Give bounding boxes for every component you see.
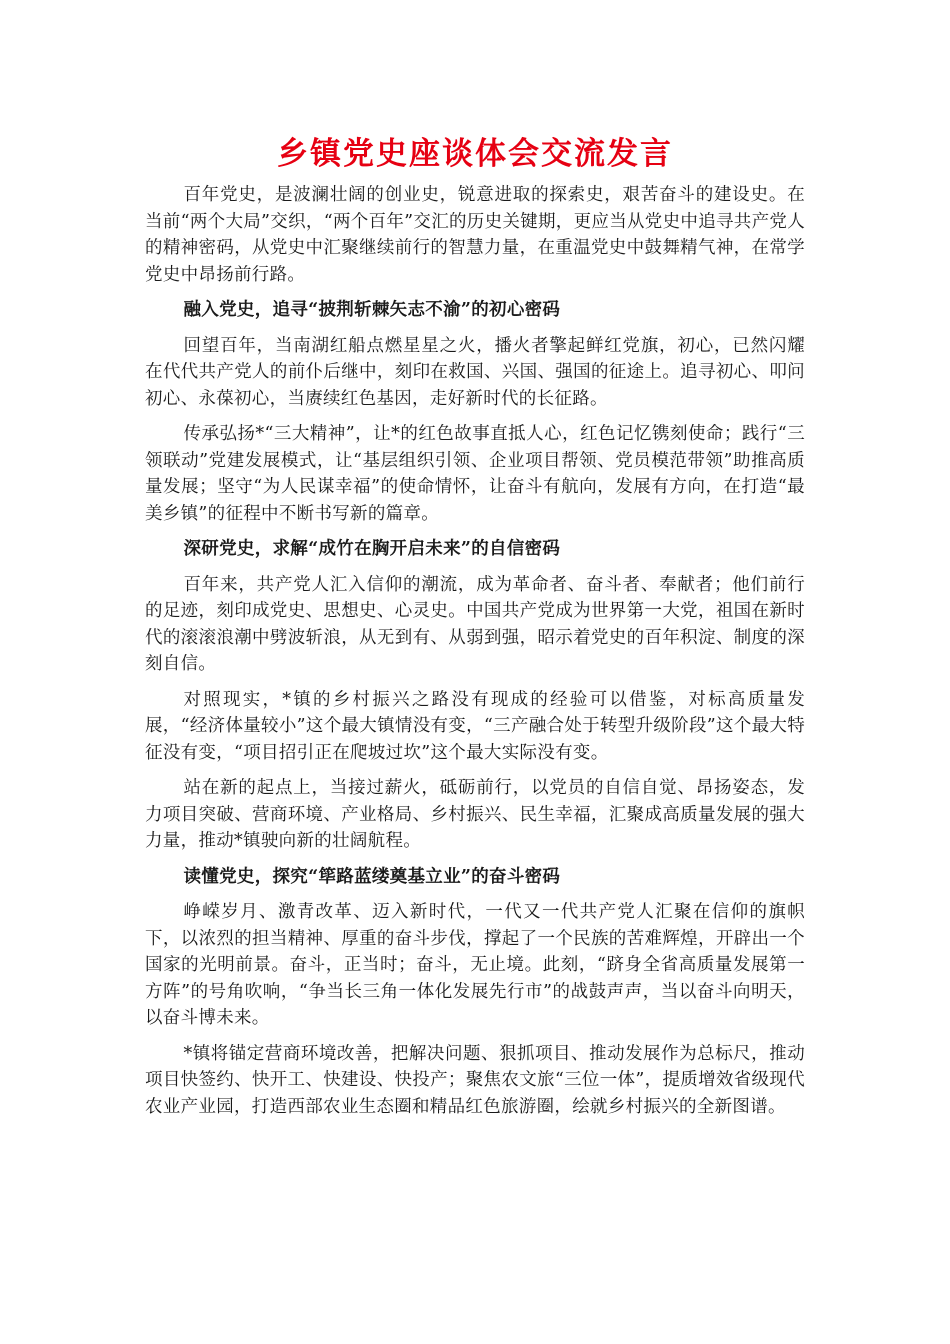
section-paragraph: 传承弘扬*“三大精神”，让*的红色故事直抵人心，红色记忆镌刻使命；践行“三领联动”党建发展模式，让“基层组织引领、企业项目帮领、党员模范带领”助推高质量发展；坚守“为人民谋幸福”的使命情怀，让奋斗有航向，发展有方向，在打造“最美乡镇”的征程中不断书写新的篇章。: [145, 424, 805, 524]
section-3: [145, 864, 805, 1121]
section-1: [145, 297, 805, 527]
section-heading: 读懂党史，探究“筚路蓝缕奠基立业”的奋斗密码: [183, 866, 561, 887]
section-2: [145, 536, 805, 855]
section-paragraph: 对照现实，*镇的乡村振兴之路没有现成的经验可以借鉴，对标高质量发展，“经济体量较小”这个最大镇情没有变，“三产融合处于转型升级阶段”这个最大特征没有变，“项目招引正在爬坡过坎”这个最大实际没有变。: [145, 689, 805, 763]
section-paragraph: 站在新的起点上，当接过薪火，砥砺前行，以党员的自信自觉、昂扬姿态，发力项目突破、营商环境、产业格局、乡村振兴、民生幸福，汇聚成高质量发展的强大力量，推动*镇驶向新的壮阔航程。: [145, 778, 805, 851]
document-page: [145, 132, 805, 1129]
section-heading: 融入党史，追寻“披荆斩棘矢志不渝”的初心密码: [183, 300, 561, 320]
section-paragraph: 峥嵘岁月、激青改革、迈入新时代，一代又一代共产党人汇聚在信仰的旗帜下，以浓烈的担当精神、厚重的奋斗步伐，撑起了一个民族的苦难辉煌，开辟出一个国家的光明前景。奋斗，正当时；奋斗，无止境。此刻，“跻身全省高质量发展第一方阵”的号角吹响，“争当长三角一体化发展先行市”的战鼓声声，当以奋斗向明天，以奋斗博未来。: [145, 902, 805, 1028]
document-title: 乡镇党史座谈体会交流发言: [277, 136, 673, 172]
section-heading: 深研党史，求解“成竹在胸开启未来”的自信密码: [183, 539, 561, 559]
section-paragraph: 百年来，共产党人汇入信仰的潮流，成为革命者、奋斗者、奉献者；他们前行的足迹，刻印成党史、思想史、心灵史。中国共产党成为世界第一大党，祖国在新时代的滚滚浪潮中劈波斩浪，从无到有、从弱到强，昭示着党史的百年积淀、制度的深刻自信。: [145, 574, 805, 674]
section-paragraph: 回望百年，当南湖红船点燃星星之火，播火者擎起鲜红党旗，初心，已然闪耀在代代共产党人的前仆后继中，刻印在救国、兴国、强国的征途上。追寻初心、叩问初心、永葆初心，当赓续红色基因，走好新时代的长征路。: [145, 335, 805, 409]
section-paragraph: *镇将锚定营商环境改善，把解决问题、狠抓项目、推动发展作为总标尺，推动项目快签约、快开工、快建设、快投产；聚焦农文旅“三位一体”，提质增效省级现代农业产业园，打造西部农业生态圈和精品红色旅游圈，绘就乡村振兴的全新图谱。: [145, 1043, 805, 1117]
intro-paragraph: 百年党史，是波澜壮阔的创业史，锐意进取的探索史，艰苦奋斗的建设史。在当前“两个大局”交织，“两个百年”交汇的历史关键期，更应当从党史中追寻共产党人的精神密码，从党史中汇聚继续前行的智慧力量，在重温党史中鼓舞精气神，在常学党史中昂扬前行路。: [145, 185, 805, 285]
